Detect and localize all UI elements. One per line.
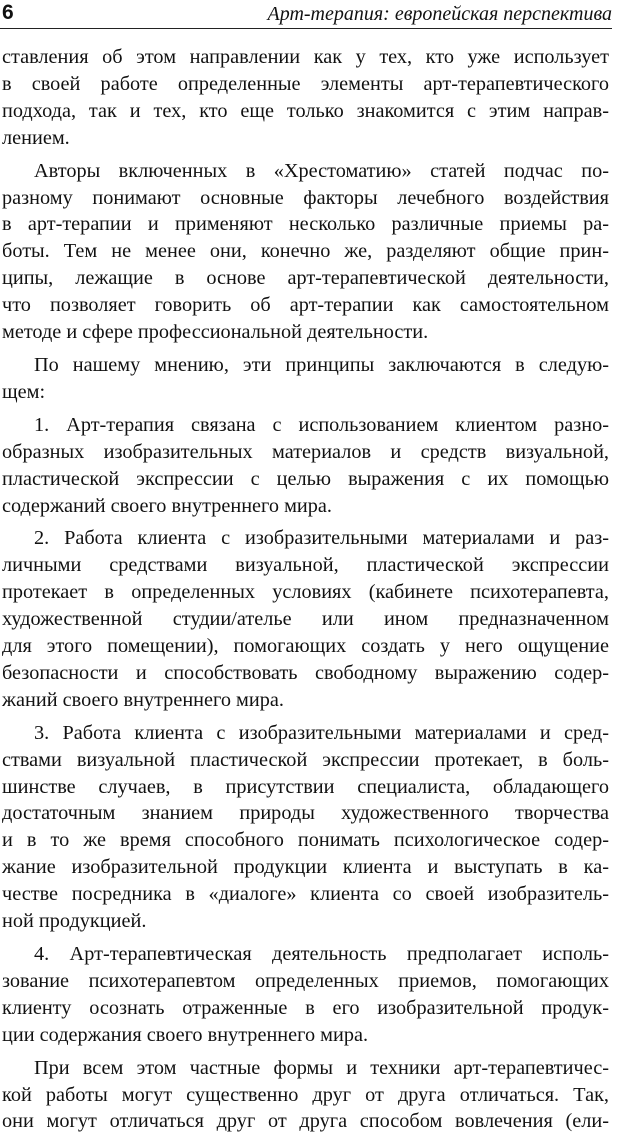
paragraph: [2, 941, 609, 1049]
text-line: разному понимают основные факторы лечебного воздействия: [2, 186, 609, 209]
page-header: [0, 0, 612, 29]
text-line: зование психотерапевтом определенных приемов, помогающих: [2, 969, 609, 992]
text-line: они могут отличаться друг от друга способом вовлечения (ели-: [2, 1110, 609, 1133]
text-line: При всем этом частные формы и техники арт-терапевтичес-: [34, 1056, 609, 1079]
text-line: безопасности и способствовать свободному выражению содер-: [2, 661, 609, 684]
paragraph: [2, 720, 609, 935]
text-line: 2. Работа клиента с изобразительными материалами и раз-: [34, 527, 609, 550]
text-line: жаний своего внутреннего мира.: [2, 688, 284, 711]
text-line: художественной студии/ателье или ином предназначенном: [2, 608, 609, 631]
text-line: в арт-терапии и применяют несколько различные приемы ра-: [2, 213, 609, 236]
text-line: лением.: [2, 126, 70, 149]
text-line: для этого помещении), помогающих создать у него ощущение: [2, 635, 609, 658]
text-line: ствами визуальной пластической экспрессии протекает, в боль-: [2, 748, 609, 771]
text-line: подхода, так и тех, кто еще только знакомится с этим направ-: [2, 99, 609, 122]
text-line: достаточным знанием природы художественного творчества: [2, 802, 609, 825]
text-line: 3. Работа клиента с изобразительными материалами и сред-: [34, 721, 609, 744]
text-line: По нашему мнению, эти принципы заключаются в следую-: [34, 353, 609, 376]
text-line: ципы, лежащие в основе арт-терапевтической деятельности,: [2, 267, 609, 290]
paragraph: [2, 352, 609, 406]
text-line: Авторы включенных в «Хрестоматию» статей подчас по-: [34, 159, 609, 182]
text-line: содержаний своего внутреннего мира.: [2, 494, 332, 517]
text-line: ставления об этом направлении как у тех, кто уже использует: [2, 46, 609, 68]
text-line: 4. Арт-терапевтическая деятельность предполагает исполь-: [34, 943, 609, 965]
text-line: в своей работе определенные элементы арт-терапевтического: [2, 72, 609, 95]
body-text: [2, 44, 609, 1141]
running-title: Арт-терапия: европейская перспектива: [267, 3, 612, 25]
text-line: шинстве случаев, в присутствии специалиста, обладающего: [2, 775, 609, 798]
paragraph: [2, 1055, 609, 1136]
paragraph: [2, 158, 609, 346]
text-line: жание изобразительной продукции клиента и выступать в ка-: [2, 856, 609, 879]
text-line: ной продукцией.: [2, 910, 147, 933]
paragraph: [2, 44, 609, 152]
text-line: что позволяет говорить об арт-терапии как самостоятельном: [2, 294, 609, 317]
text-line: кой работы могут существенно друг от друга отличаться. Так,: [2, 1083, 609, 1106]
paragraph: [2, 525, 609, 713]
page-number: 6: [2, 1, 14, 24]
text-line: пластической экспрессии с целью выражения с их помощью: [2, 467, 609, 490]
text-line: методе и сфере профессиональной деятельности.: [2, 321, 429, 344]
text-line: боты. Тем не менее они, конечно же, разделяют общие прин-: [2, 240, 609, 263]
text-line: 1. Арт-терапия связана с использованием клиентом разно-: [34, 413, 609, 436]
text-line: щем:: [2, 380, 46, 403]
text-line: и в то же время способного понимать психологическое содер-: [2, 829, 609, 852]
text-line: образных изобразительных материалов и средств визуальной,: [2, 440, 609, 463]
text-line: протекает в определенных условиях (кабинете психотерапевта,: [2, 581, 609, 604]
text-line: личными средствами визуальной, пластической экспрессии: [2, 554, 609, 577]
paragraph: [2, 412, 609, 520]
text-line: честве посредника в «диалоге» клиента со своей изобразитель-: [2, 883, 609, 906]
text-line: клиенту осознать отраженные в его изобразительной продук-: [2, 996, 609, 1019]
text-line: ции содержания своего внутреннего мира.: [2, 1023, 369, 1046]
